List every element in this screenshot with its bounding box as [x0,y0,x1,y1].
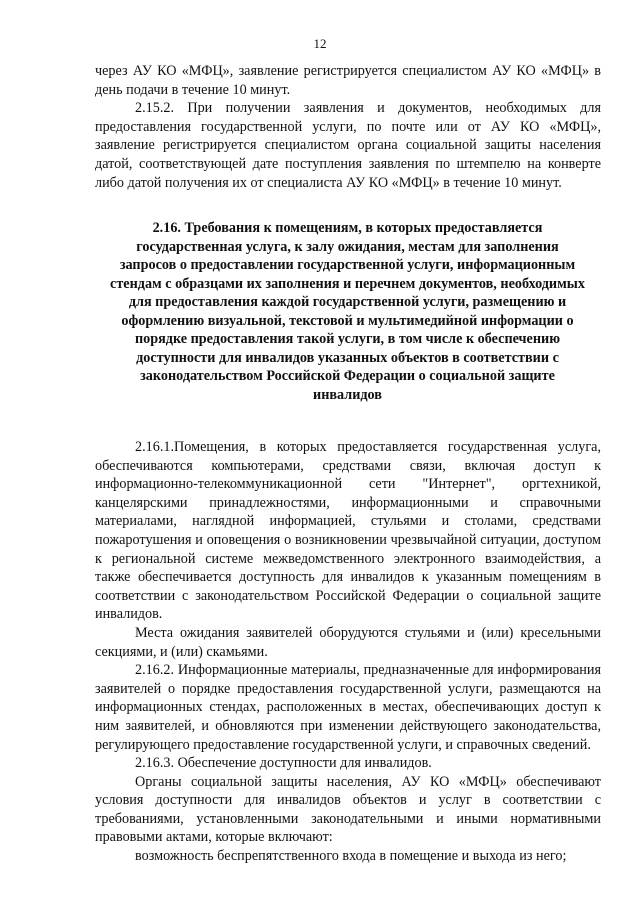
paragraph: 2.16.2. Информационные материалы, предназначенные для информирования заявителей о порядке предоставления государственной услуги, размещаются на информационных стендах, расположенных в местах, обеспечивающих доступ к ним заявителей, и обновляются при изменении действующего законодательства, регулирующего предоставление государственной услуги, и справочных сведений. [95,662,601,753]
paragraph: 2.16.1.Помещения, в которых предоставляется государственная услуга, обеспечиваются компьютерами, средствами связи, включая доступ к информационно-телекоммуникационной сети "Интернет", оргтехникой, канцелярскими принадлежностями, информационными и справочными материалами, наглядной информацией, стульями и столами, средствами пожаротушения и оповещения о возникновении чрезвычайной ситуации, доступом к региональной системе межведомственного электронного взаимодействия, а также обеспечивается доступность для инвалидов к указанным помещениям в соответствии с законодательством Российской Федерации о социальной защите инвалидов. [95,439,601,623]
paragraph: Органы социальной защиты населения, АУ КО «МФЦ» обеспечивают условия доступности для инвалидов объектов и услуг в соответствии с требованиями, установленными законодательными и иными нормативными правовыми актами, которые включают: [95,773,601,846]
paragraph: 2.15.2. При получении заявления и документов, необходимых для предоставления государственной услуги, по почте или от АУ КО «МФЦ», заявление регистрируется специалистом органа социальной защиты населения датой, соответствующей дате поступления заявления по штемпелю на конверте либо датой получения их от специалиста АУ КО «МФЦ» в течение 10 минут. [95,100,601,191]
page-number: 12 [313,36,327,51]
paragraph: через АУ КО «МФЦ», заявление регистрируется специалистом АУ КО «МФЦ» в день подачи в течение 10 минут. [95,63,601,98]
paragraph: 2.16.3. Обеспечение доступности для инвалидов. [135,755,432,772]
text-block-bottom [95,438,601,866]
text-block-top [95,62,601,192]
section-heading [110,219,585,404]
paragraph: возможность беспрепятственного входа в помещение и выхода из него; [135,848,567,865]
section-heading-text: 2.16. Требования к помещениям, в которых предоставляется государственная услуга, к залу ожидания, местам для заполнения запросов о предоставлении государственной услуги, информационным стендам с образцами их заполнения и перечнем документов, необходимых для предоставления каждой государственной услуги, размещению и оформлению визуальной, текстовой и мультимедийной информации о порядке предоставления такой услуги, в том числе к обеспечению доступности для инвалидов указанных объектов в соответствии с законодательством Российской Федерации о социальной защите инвалидов [110,220,585,403]
paragraph: Места ожидания заявителей оборудуются стульями и (или) кресельными секциями, и (или) скамьями. [95,624,601,660]
